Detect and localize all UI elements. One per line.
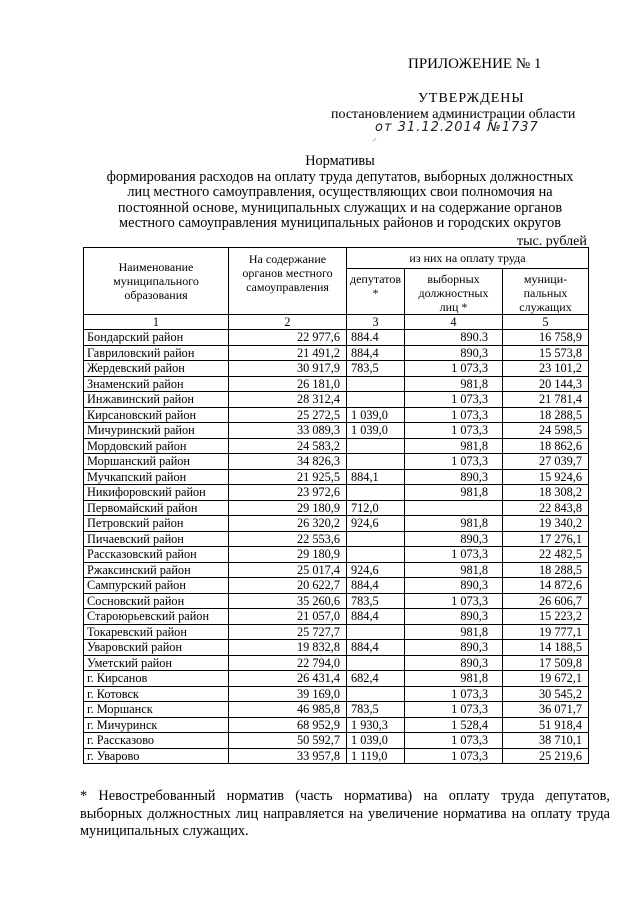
table-cell [347, 438, 405, 454]
table-cell: 924,6 [347, 516, 405, 532]
table-cell: 783,5 [347, 702, 405, 718]
table-cell: 21 925,5 [229, 469, 347, 485]
table-cell: 26 181,0 [229, 376, 347, 392]
table-cell: 17 276,1 [503, 531, 589, 547]
table-row [84, 655, 589, 671]
table-cell: 1 119,0 [347, 748, 405, 764]
table-row [84, 516, 589, 532]
norms-table [83, 247, 589, 764]
header-elected: выборных должностных лиц * [405, 269, 503, 315]
municipality-name: г. Уварово [84, 748, 229, 764]
table-row [84, 624, 589, 640]
table-row [84, 361, 589, 377]
table-cell: 30 917,9 [229, 361, 347, 377]
handwritten-date: от 31.12.2014 №1737 [375, 120, 539, 135]
table-cell: 783,5 [347, 593, 405, 609]
table-cell: 25 272,5 [229, 407, 347, 423]
municipality-name: Мичуринский район [84, 423, 229, 439]
table-cell: 1 039,0 [347, 407, 405, 423]
table-cell [347, 392, 405, 408]
municipality-name: Моршанский район [84, 454, 229, 470]
municipality-name: Знаменский район [84, 376, 229, 392]
table-cell: 884,1 [347, 469, 405, 485]
table-row [84, 345, 589, 361]
municipality-name: Инжавинский район [84, 392, 229, 408]
table-cell: 884,4 [347, 640, 405, 656]
table-cell: 26 320,2 [229, 516, 347, 532]
title-line: лиц местного самоуправления, осуществляющих свои полномочия на [127, 184, 553, 200]
municipality-name: Сосновский район [84, 593, 229, 609]
table-cell: 21 057,0 [229, 609, 347, 625]
table-cell: 28 312,4 [229, 392, 347, 408]
table-cell: 890,3 [405, 609, 503, 625]
table-cell [347, 624, 405, 640]
table-cell: 981,8 [405, 376, 503, 392]
table-cell [347, 376, 405, 392]
table-cell: 29 180,9 [229, 500, 347, 516]
table-row [84, 717, 589, 733]
table-cell: 890,3 [405, 469, 503, 485]
table-cell: 884,4 [347, 609, 405, 625]
municipality-name: Рассказовский район [84, 547, 229, 563]
header-maintenance: На содержание органов местного самоуправления [229, 248, 347, 315]
table-row [84, 547, 589, 563]
table-cell [347, 686, 405, 702]
table-cell: 25 017,4 [229, 562, 347, 578]
municipality-name: Пичаевский район [84, 531, 229, 547]
header-deputies: депутатов * [347, 269, 405, 315]
municipality-name: Староюрьевский район [84, 609, 229, 625]
table-cell: 19 672,1 [503, 671, 589, 687]
table-cell: 1 073,3 [405, 454, 503, 470]
table-cell: 17 509,8 [503, 655, 589, 671]
table-cell: 27 039,7 [503, 454, 589, 470]
table-cell: 24 598,5 [503, 423, 589, 439]
table-row [84, 376, 589, 392]
table-row [84, 469, 589, 485]
table-row [84, 748, 589, 764]
table-cell: 884,4 [347, 578, 405, 594]
table-cell: 1 039,0 [347, 423, 405, 439]
table-cell: 22 482,5 [503, 547, 589, 563]
table-cell: 14 188,5 [503, 640, 589, 656]
table-cell: 1 073,3 [405, 686, 503, 702]
table-cell: 24 583,2 [229, 438, 347, 454]
header-of-which: из них на оплату труда [347, 248, 589, 269]
table-cell: 890,3 [405, 640, 503, 656]
table-cell [347, 547, 405, 563]
table-row [84, 485, 589, 501]
table-cell: 22 794,0 [229, 655, 347, 671]
municipality-name: Ржаксинский район [84, 562, 229, 578]
table-cell: 30 545,2 [503, 686, 589, 702]
municipality-name: г. Рассказово [84, 733, 229, 749]
municipality-name: г. Котовск [84, 686, 229, 702]
table-row [84, 330, 589, 346]
table-cell: 21 491,2 [229, 345, 347, 361]
table-cell: 20 144,3 [503, 376, 589, 392]
title-line: местного самоуправления муниципальных районов и городских округов [119, 215, 561, 231]
municipality-name: Уметский район [84, 655, 229, 671]
table-row [84, 438, 589, 454]
table-cell: 19 777,1 [503, 624, 589, 640]
table-cell: 924,6 [347, 562, 405, 578]
municipality-name: Гавриловский район [84, 345, 229, 361]
table-cell: 20 622,7 [229, 578, 347, 594]
municipality-name: г. Мичуринск [84, 717, 229, 733]
table-row [84, 578, 589, 594]
table-cell: 1 528,4 [405, 717, 503, 733]
table-row [84, 454, 589, 470]
municipality-name: Мордовский район [84, 438, 229, 454]
table-cell: 981,8 [405, 624, 503, 640]
table-cell [347, 485, 405, 501]
municipality-name: Петровский район [84, 516, 229, 532]
column-number: 1 [84, 315, 229, 330]
table-cell: 26 606,7 [503, 593, 589, 609]
table-cell: 1 073,3 [405, 361, 503, 377]
table-cell: 22 843,8 [503, 500, 589, 516]
table-cell: 18 288,5 [503, 562, 589, 578]
municipality-name: Кирсановский район [84, 407, 229, 423]
table-cell: 15 924,6 [503, 469, 589, 485]
table-row [84, 640, 589, 656]
table-row [84, 733, 589, 749]
table-row [84, 609, 589, 625]
stray-mark: ⸍ [372, 137, 377, 148]
table-cell: 1 073,3 [405, 547, 503, 563]
municipality-name: Мучкапский район [84, 469, 229, 485]
table-cell: 783,5 [347, 361, 405, 377]
document-title [60, 154, 620, 232]
table-cell: 884.4 [347, 330, 405, 346]
approved-label: УТВЕРЖДЕНЫ [418, 91, 525, 106]
title-line: формирования расходов на оплату труда депутатов, выборных должностных [106, 168, 574, 185]
table-cell: 1 073,3 [405, 733, 503, 749]
table-cell: 981,8 [405, 485, 503, 501]
column-number: 4 [405, 315, 503, 330]
table-row [84, 686, 589, 702]
table-cell: 36 071,7 [503, 702, 589, 718]
table-cell: 33 089,3 [229, 423, 347, 439]
title-line: постоянной основе, муниципальных служащих и на содержание органов [117, 199, 563, 216]
table-row [84, 423, 589, 439]
table-cell [347, 454, 405, 470]
table-cell: 682,4 [347, 671, 405, 687]
table-cell: 26 431,4 [229, 671, 347, 687]
table-cell: 890,3 [405, 345, 503, 361]
table-cell: 25 219,6 [503, 748, 589, 764]
column-number: 2 [229, 315, 347, 330]
table-cell [347, 531, 405, 547]
table-cell: 1 073,3 [405, 407, 503, 423]
table-cell: 18 308,2 [503, 485, 589, 501]
table-cell [347, 655, 405, 671]
table-cell: 51 918,4 [503, 717, 589, 733]
table-cell: 890,3 [405, 578, 503, 594]
table-cell: 1 073,3 [405, 593, 503, 609]
table-cell: 46 985,8 [229, 702, 347, 718]
table-cell: 19 340,2 [503, 516, 589, 532]
table-cell: 34 826,3 [229, 454, 347, 470]
table-cell: 1 930,3 [347, 717, 405, 733]
municipality-name: Жердевский район [84, 361, 229, 377]
table-cell: 18 288,5 [503, 407, 589, 423]
table-cell: 15 573,8 [503, 345, 589, 361]
municipality-name: Первомайский район [84, 500, 229, 516]
table-cell: 22 977,6 [229, 330, 347, 346]
table-row [84, 407, 589, 423]
table-cell: 35 260,6 [229, 593, 347, 609]
table-cell: 23 101,2 [503, 361, 589, 377]
appendix-label: ПРИЛОЖЕНИЕ № 1 [408, 56, 542, 72]
column-number: 3 [347, 315, 405, 330]
decree-label: постановлением администрации области [331, 107, 576, 122]
header-municipal: муници-пальных служащих [503, 269, 589, 315]
table-row [84, 500, 589, 516]
table-cell: 23 972,6 [229, 485, 347, 501]
table-cell: 1 073,3 [405, 702, 503, 718]
table-cell: 29 180,9 [229, 547, 347, 563]
table-cell: 50 592,7 [229, 733, 347, 749]
municipality-name: Сампурский район [84, 578, 229, 594]
table-row [84, 392, 589, 408]
table-cell: 890,3 [405, 655, 503, 671]
municipality-name: г. Моршанск [84, 702, 229, 718]
footnote: * Невостребованный норматив (часть норматива) на оплату труда депутатов, выборных должностных лиц направляется на увеличение норматива на оплату труда муниципальных служащих. [80, 788, 610, 839]
title-line: Нормативы [305, 153, 375, 169]
table-cell: 890,3 [405, 531, 503, 547]
municipality-name: Уваровский район [84, 640, 229, 656]
column-number-row [84, 315, 589, 330]
column-number: 5 [503, 315, 589, 330]
table-row [84, 593, 589, 609]
table-cell: 1 073,3 [405, 748, 503, 764]
table-row [84, 562, 589, 578]
table-row [84, 531, 589, 547]
table-cell: 33 957,8 [229, 748, 347, 764]
table-cell: 1 073,3 [405, 392, 503, 408]
table-cell [405, 500, 503, 516]
table-cell: 39 169,0 [229, 686, 347, 702]
table-cell: 890.3 [405, 330, 503, 346]
table-row [84, 702, 589, 718]
municipality-name: г. Кирсанов [84, 671, 229, 687]
table-cell: 981,8 [405, 516, 503, 532]
header-name: Наименование муниципального образования [84, 248, 229, 315]
table-cell: 14 872,6 [503, 578, 589, 594]
table-cell: 16 758,9 [503, 330, 589, 346]
table-cell: 22 553,6 [229, 531, 347, 547]
table-cell: 981,8 [405, 562, 503, 578]
table-row [84, 671, 589, 687]
municipality-name: Токаревский район [84, 624, 229, 640]
table-cell: 19 832,8 [229, 640, 347, 656]
table-cell: 21 781,4 [503, 392, 589, 408]
table-cell: 1 073,3 [405, 423, 503, 439]
table-cell: 38 710,1 [503, 733, 589, 749]
table-cell: 1 039,0 [347, 733, 405, 749]
table-cell: 18 862,6 [503, 438, 589, 454]
table-cell: 15 223,2 [503, 609, 589, 625]
municipality-name: Бондарский район [84, 330, 229, 346]
table-cell: 981,8 [405, 671, 503, 687]
table-cell: 68 952,9 [229, 717, 347, 733]
table-cell: 981,8 [405, 438, 503, 454]
table-cell: 712,0 [347, 500, 405, 516]
table-cell: 25 727,7 [229, 624, 347, 640]
table-cell: 884,4 [347, 345, 405, 361]
municipality-name: Никифоровский район [84, 485, 229, 501]
units-label: тыс. рублей [517, 234, 587, 249]
